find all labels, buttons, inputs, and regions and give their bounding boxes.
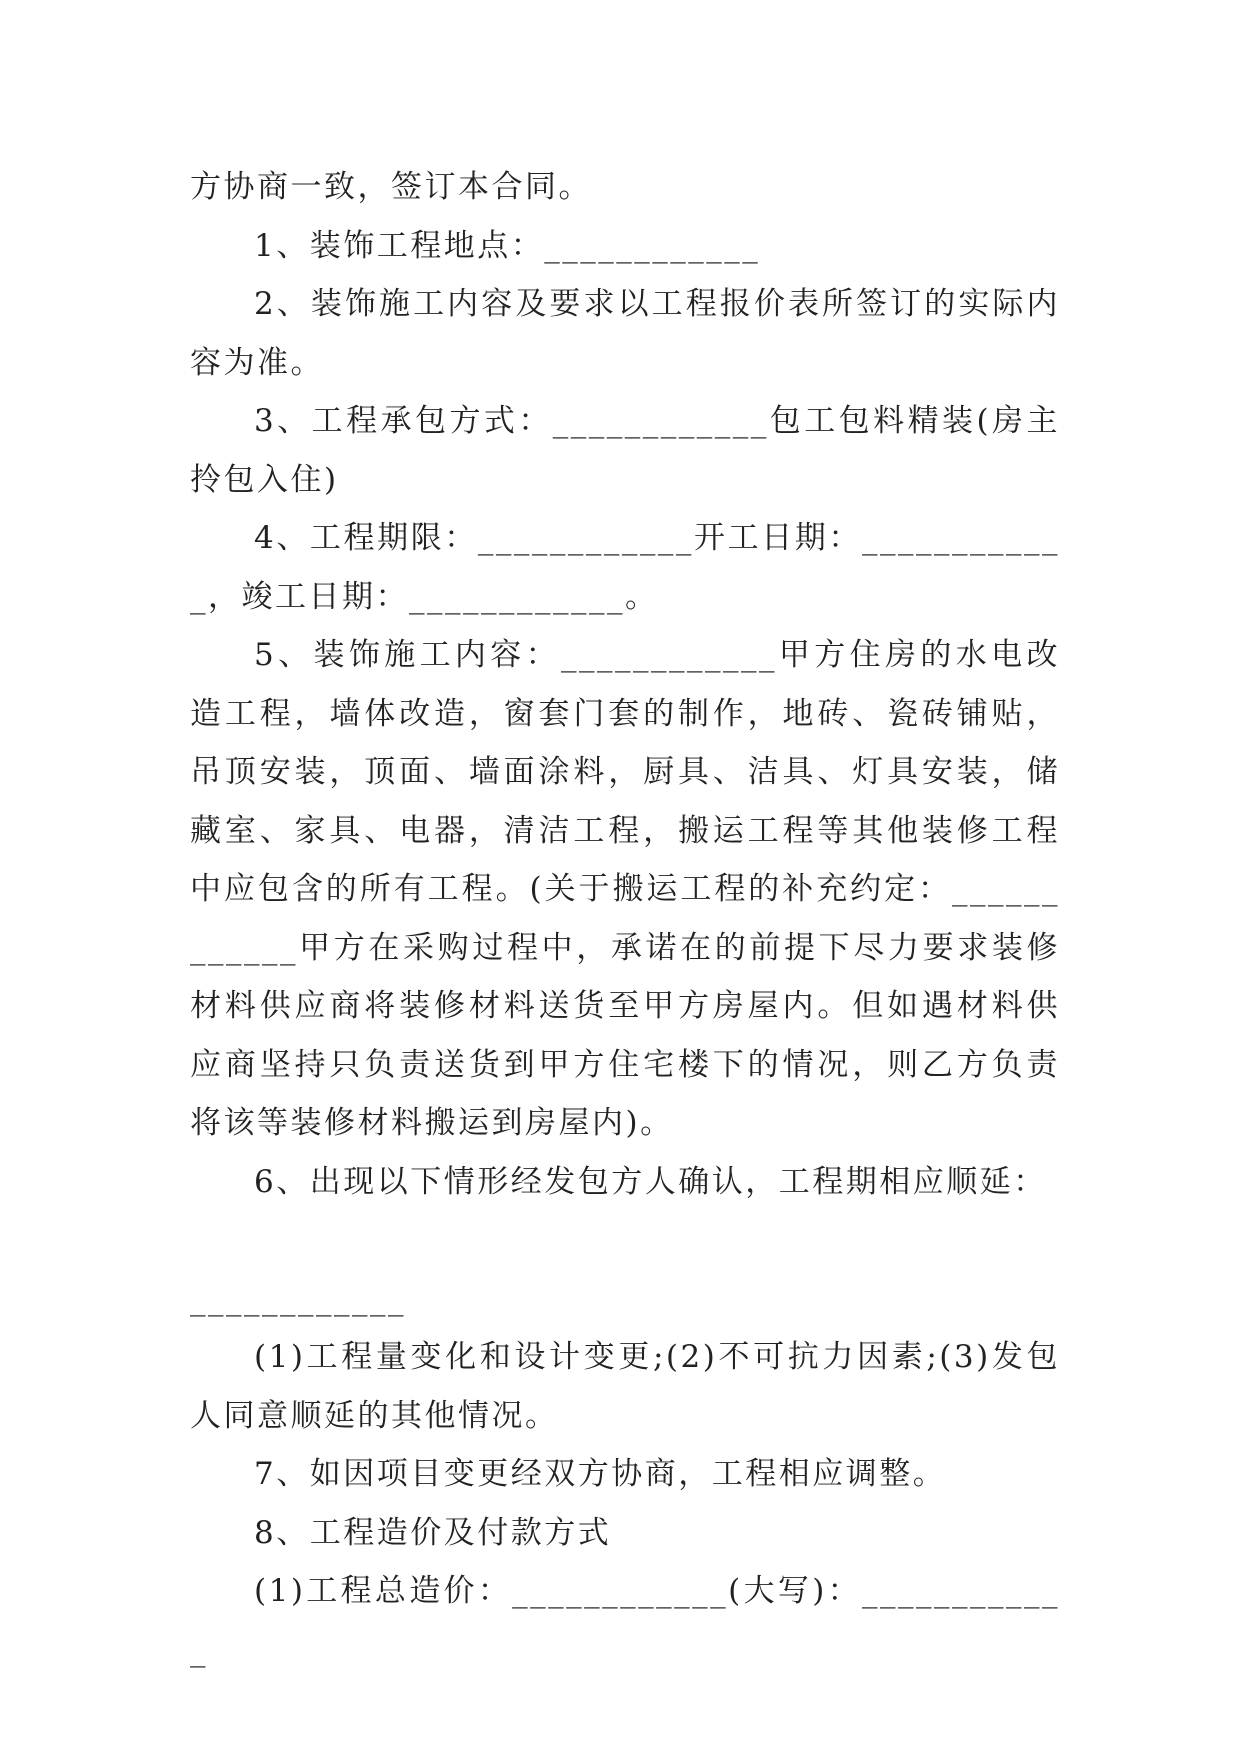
paragraph-fill-blank: ____________ xyxy=(190,1280,406,1317)
document-body xyxy=(190,158,1060,1679)
paragraph-item-8-total-price: (1)工程总造价：____________(大写)：____________ xyxy=(190,1573,1060,1668)
paragraph-item-1-location: 1、装饰工程地点：____________ xyxy=(254,227,761,264)
paragraph-item-2-content: 2、装饰施工内容及要求以工程报价表所签订的实际内容为准。 xyxy=(190,286,1060,381)
paragraph-item-8-heading: 8、工程造价及付款方式 xyxy=(254,1514,612,1551)
paragraph-item-4-period: 4、工程期限：____________开工日期：____________，竣工日期：____________。 xyxy=(190,520,1060,615)
paragraph-item-3-contract-mode: 3、工程承包方式：____________包工包料精装(房主拎包入住) xyxy=(190,403,1060,498)
paragraph-item-5-scope: 5、装饰施工内容：____________甲方住房的水电改造工程，墙体改造，窗套门套的制作，地砖、瓷砖铺贴，吊顶安装，顶面、墙面涂料，厨具、洁具、灯具安装，储藏室、家具、电器，清洁工程，搬运工程等其他装修工程中应包含的所有工程。(关于搬运工程的补充约定：____________甲方在采购过程中，承诺在的前提下尽力要求装修材料供应商将装修材料送货至甲方房屋内。但如遇材料供应商坚持只负责送货到甲方住宅楼下的情况，则乙方负责将该等装修材料搬运到房屋内)。 xyxy=(190,637,1060,1141)
paragraph-item-6-extension: 6、出现以下情形经发包方人确认，工程期相应顺延： xyxy=(254,1163,1047,1200)
paragraph-intro-tail: 方协商一致，签订本合同。 xyxy=(190,169,592,205)
paragraph-item-7-adjustment: 7、如因项目变更经双方协商，工程相应调整。 xyxy=(254,1456,947,1492)
paragraph-extension-cases: (1)工程量变化和设计变更;(2)不可抗力因素;(3)发包人同意顺延的其他情况。 xyxy=(190,1339,1060,1434)
blank-spacer xyxy=(190,1211,1060,1270)
